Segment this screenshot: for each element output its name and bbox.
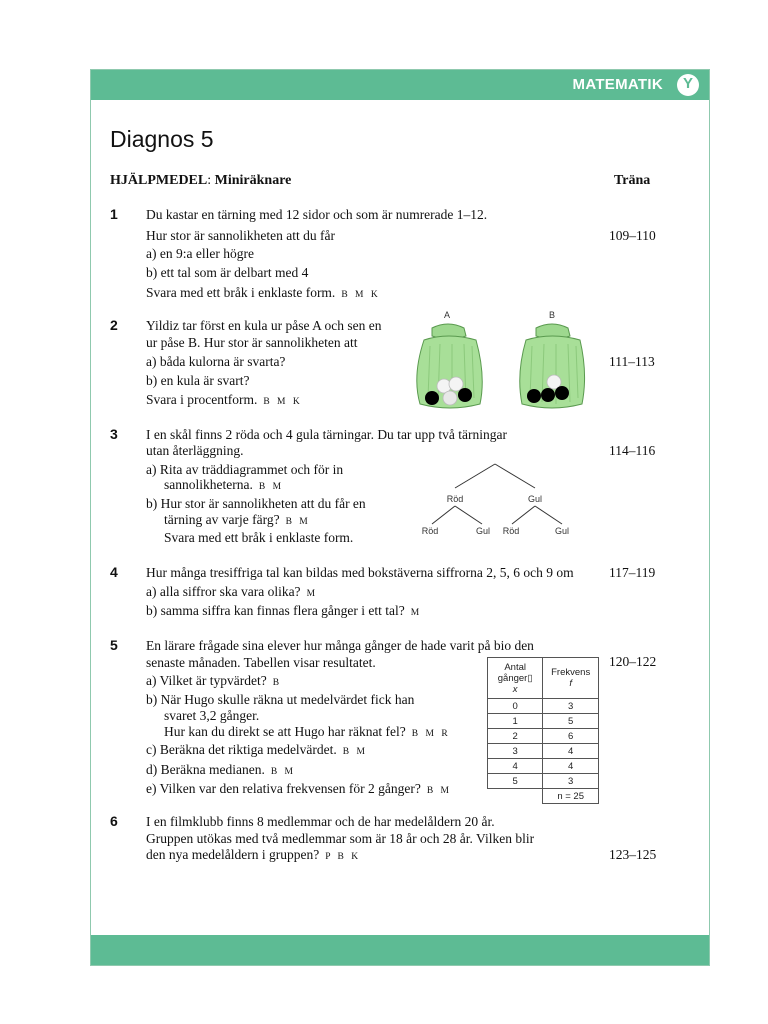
question-part: a) Vilket är typvärdet? B: [146, 673, 282, 688]
aids-label: HJÄLPMEDEL: [110, 173, 208, 188]
question-part: b) en kula är svart?: [146, 373, 250, 388]
aids-value: Miniräknare: [214, 173, 292, 188]
question-number: 1: [110, 206, 118, 222]
tree-diagram: [410, 460, 590, 542]
table-row: 4 4: [488, 759, 599, 774]
table-row: 5 3: [488, 774, 599, 789]
question-part: b) samma siffra kan finnas flera gånger i ett tal? M: [146, 603, 422, 618]
question-text: Hur stor är sannolikheten att du får: [146, 228, 335, 243]
tree-node: Röd: [421, 526, 439, 536]
question-instruction: Svara med ett bråk i enklaste form.: [164, 530, 354, 545]
ability-codes: B M: [270, 767, 296, 777]
ability-codes: B M: [342, 747, 368, 757]
footer-bar: [91, 935, 709, 965]
question-part: b) Hur stor är sannolikheten att du får en: [146, 496, 366, 511]
table-row: 3 4: [488, 744, 599, 759]
question-text: den nya medelåldern i gruppen? P B K: [146, 847, 361, 862]
table-header-frequency: Frekvens f: [543, 658, 599, 699]
ability-codes: B M: [258, 482, 284, 492]
question-part: b) När Hugo skulle räkna ut medelvärdet fick han: [146, 692, 415, 707]
question-instruction: Svara med ett bråk i enklaste form. B M K: [146, 285, 381, 300]
train-ref: 117–119: [609, 565, 656, 580]
bag-b: [520, 324, 585, 408]
table-total-row: [488, 789, 599, 804]
tree-node: Gul: [475, 526, 491, 536]
question-number: 3: [110, 426, 118, 442]
ability-codes: B M K: [263, 397, 303, 407]
question-text: Yildiz tar först en kula ur påse A och sen en: [146, 318, 382, 333]
table-total: n = 25: [543, 789, 599, 804]
aids-separator: :: [207, 173, 212, 188]
question-part: b) ett tal som är delbart med 4: [146, 265, 309, 280]
question-part: a) Rita av träddiagrammet och för in: [146, 462, 344, 477]
header-bar: [91, 70, 709, 100]
question-text: Du kastar en tärning med 12 sidor och som är numrerade 1–12.: [146, 207, 488, 222]
train-ref: 120–122: [609, 654, 657, 669]
question-part: a) båda kulorna är svarta?: [146, 354, 286, 369]
table-row: 2 6: [488, 729, 599, 744]
brand-label: MATEMATIK: [572, 76, 663, 93]
question-part-cont: Hur kan du direkt se att Hugo har räknat fel? B M R: [164, 724, 451, 739]
tree-node: Röd: [446, 494, 464, 504]
question-part: a) en 9:a eller högre: [146, 246, 254, 261]
ability-codes: P B K: [325, 852, 361, 862]
table-row: 1 5: [488, 714, 599, 729]
question-text: En lärare frågade sina elever hur många gånger de hade varit på bio den: [146, 638, 534, 653]
frequency-table: [487, 657, 599, 804]
table-row: 0 3: [488, 699, 599, 714]
question-part-cont: svaret 3,2 gånger.: [164, 708, 260, 723]
question-text: I en filmklubb finns 8 medlemmar och de har medelåldern 20 år.: [146, 814, 495, 829]
ability-codes: M: [306, 589, 318, 599]
ability-codes: B M R: [411, 729, 451, 739]
ability-codes: B M K: [341, 290, 381, 300]
page-title: Diagnos 5: [110, 126, 214, 152]
train-ref: 114–116: [609, 443, 656, 458]
bag-a: [417, 324, 482, 408]
question-text: utan återläggning.: [146, 443, 244, 458]
question-number: 2: [110, 317, 118, 333]
question-text: I en skål finns 2 röda och 4 gula tärningar. Du tar upp två tärningar: [146, 427, 508, 442]
question-text: Gruppen utökas med två medlemmar som är 18 år och 28 år. Vilken blir: [146, 831, 535, 846]
train-ref: 109–110: [609, 228, 656, 243]
ability-codes: M: [410, 608, 422, 618]
ability-codes: B: [272, 678, 282, 688]
ability-codes: B M: [426, 786, 452, 796]
brand-logo-icon: [677, 74, 699, 96]
question-part: e) Vilken var den relativa frekvensen för 2 gånger? B M: [146, 781, 452, 796]
question-part: c) Beräkna det riktiga medelvärdet. B M: [146, 742, 368, 757]
tree-node: Röd: [502, 526, 520, 536]
train-ref: 111–113: [609, 354, 655, 369]
question-instruction: Svara i procentform. B M K: [146, 392, 303, 407]
bag-label-a: A: [443, 310, 451, 320]
question-text: ur påse B. Hur stor är sannolikheten att: [146, 335, 358, 350]
question-part: d) Beräkna medianen. B M: [146, 762, 296, 777]
question-part-cont: sannolikheterna. B M: [164, 477, 284, 492]
question-number: 4: [110, 564, 118, 580]
question-number: 6: [110, 813, 118, 829]
question-part: a) alla siffror ska vara olika? M: [146, 584, 318, 599]
bags-illustration: [410, 306, 590, 416]
tree-node: Gul: [527, 494, 543, 504]
ability-codes: B M: [285, 517, 311, 527]
question-part-cont: tärning av varje färg? B M: [164, 512, 311, 527]
question-text: Hur många tresiffriga tal kan bildas med bokstäverna siffrorna 2, 5, 6 och 9 om: [146, 565, 574, 580]
train-ref: 123–125: [609, 847, 657, 862]
question-text: senaste månaden. Tabellen visar resultatet.: [146, 655, 376, 670]
train-heading: Träna: [614, 173, 651, 188]
question-number: 5: [110, 637, 118, 653]
tree-node: Gul: [554, 526, 570, 536]
bag-label-b: B: [548, 310, 556, 320]
table-header-count: Antal gånger▯ x: [488, 658, 543, 699]
aids-line: [110, 173, 291, 189]
